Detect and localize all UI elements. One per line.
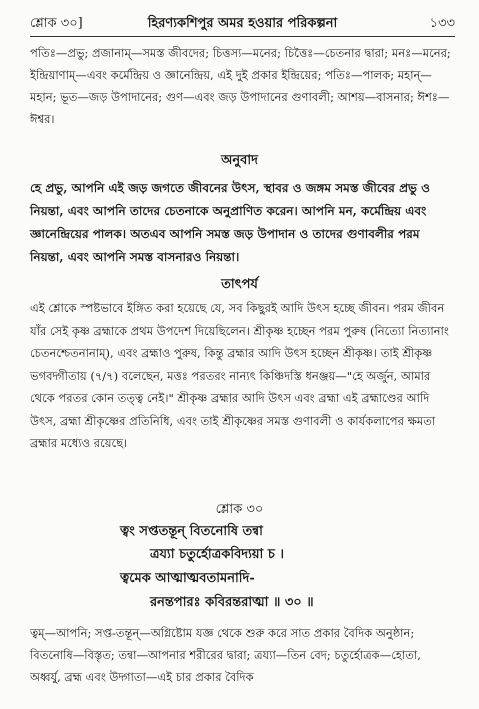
verse-title: শ্লোক ৩০ <box>215 502 264 517</box>
purport <box>30 297 455 455</box>
word-meanings <box>30 42 455 130</box>
running-title: হিরণ্যকশিপুর অমর হওয়ার পরিকল্পনা <box>147 16 338 31</box>
purport-heading: তাৎপর্য <box>221 277 258 292</box>
header-divider <box>30 36 455 37</box>
page-number: ১৩৩ <box>429 16 455 31</box>
translation <box>30 177 455 269</box>
verse-line-1: ত্বং সপ্ততন্তূন্ বিতনোষি তন্বা <box>120 524 263 539</box>
word-meanings-text: পতিঃ—প্রভু; প্রজানাম্—সমস্ত জীবদের; চিত্তস্য—মনের; চিত্তৈঃ—চেতনার দ্বারা; মনঃ—মনের; ইন্দ্রিয়াণাম্—এবং কর্মেন্দ্রিয় ও জ্ঞানেন্দ্রিয়, এই দুই প্রকার ইন্দ্রিয়ের; পতিঃ—পালক; মহান্—মহান; ভূত—জড় উপাদানের; গুণ—এবং জড় উপাদানের গুণাবলী; আশয়—বাসনার; ঈশঃ—ঈশ্বর। <box>30 46 451 126</box>
translation-text: হে প্রভু, আপনি এই জড় জগতে জীবনের উৎস, স্থাবর ও জঙ্গম সমস্ত জীবের প্রভু ও নিয়ন্তা, এবং আপনি তাদের চেতনাকে অনুপ্রাণিত করেন। আপনি মন, কর্মেন্দ্রিয় এবং জ্ঞানেন্দ্রিয়ের পালক। অতএব আপনি সমস্ত জড় উপাদান ও তাদের গুণাবলীর পরম নিয়ন্তা, এবং আপনি সমস্ত বাসনারও নিয়ন্তা। <box>30 181 430 264</box>
synonyms <box>30 622 455 688</box>
verse-line-4: রনন্তপারঃ কবিরন্তরাত্মা ॥ ৩০ ॥ <box>150 595 314 610</box>
synonyms-text: ত্বম্—আপনি; সপ্ত-তন্তূন্—অগ্নিষ্টোম যজ্ঞ থেকে শুরু করে সাত প্রকার বৈদিক অনুষ্ঠান; বিতনোষি—বিস্তৃত; তন্বা—আপনার শরীরের দ্বারা; ত্রয্যা—তিন বেদ; চতুর্হোত্রক—হোতা, অধ্বর্যু, ব্রহ্ম এবং উদ্গাতা—এই চার প্রকার বৈদিক <box>30 626 421 684</box>
purport-text: এই শ্লোকে স্পষ্টভাবে ইঙ্গিত করা হয়েছে যে, সব কিছুরই আদি উৎস হচ্ছে জীবন। পরম জীবন যাঁর সেই কৃষ্ণ ব্রহ্মাকে প্রথম উপদেশ দিয়েছিলেন। শ্রীকৃষ্ণ হচ্ছেন পরম পুরুষ (নিত্যো নিত্যানাং চেতনশ্চেতনানাম্), এবং ব্রহ্মাও পুরুষ, কিন্তু ব্রহ্মার আদি উৎস হচ্ছেন শ্রীকৃষ্ণ। তাই শ্রীকৃষ্ণ ভগবদ্গীতায় (৭/৭) বলেছেন, মত্তঃ পরতরং নান্যৎ কিঞ্চিদস্তি ধনঞ্জয়—"হে অর্জুন, আমার থেকে পরতর কোন তত্ত্ব নেই।" শ্রীকৃষ্ণ ব্রহ্মার আদি উৎস এবং ব্রহ্মা এই ব্রহ্মাণ্ডের আদি উৎস, ব্রহ্মা শ্রীকৃষ্ণের প্রতিনিধি, এবং তাই শ্রীকৃষ্ণের সমস্ত গুণাবলী ও কার্যকলাপের ক্ষমতা ব্রহ্মার মধ্যেও রয়েছে। <box>30 301 449 450</box>
chapter-reference: শ্লোক ৩০] <box>30 16 83 31</box>
translation-heading: অনুবাদ <box>221 153 258 168</box>
page-header <box>30 14 455 34</box>
verse-line-2: ত্রয্যা চতুর্হোত্রকবিদ্যয়া চ । <box>150 547 285 562</box>
verse-line-3: ত্বমেক আত্মাত্মবতামনাদি- <box>120 571 255 586</box>
